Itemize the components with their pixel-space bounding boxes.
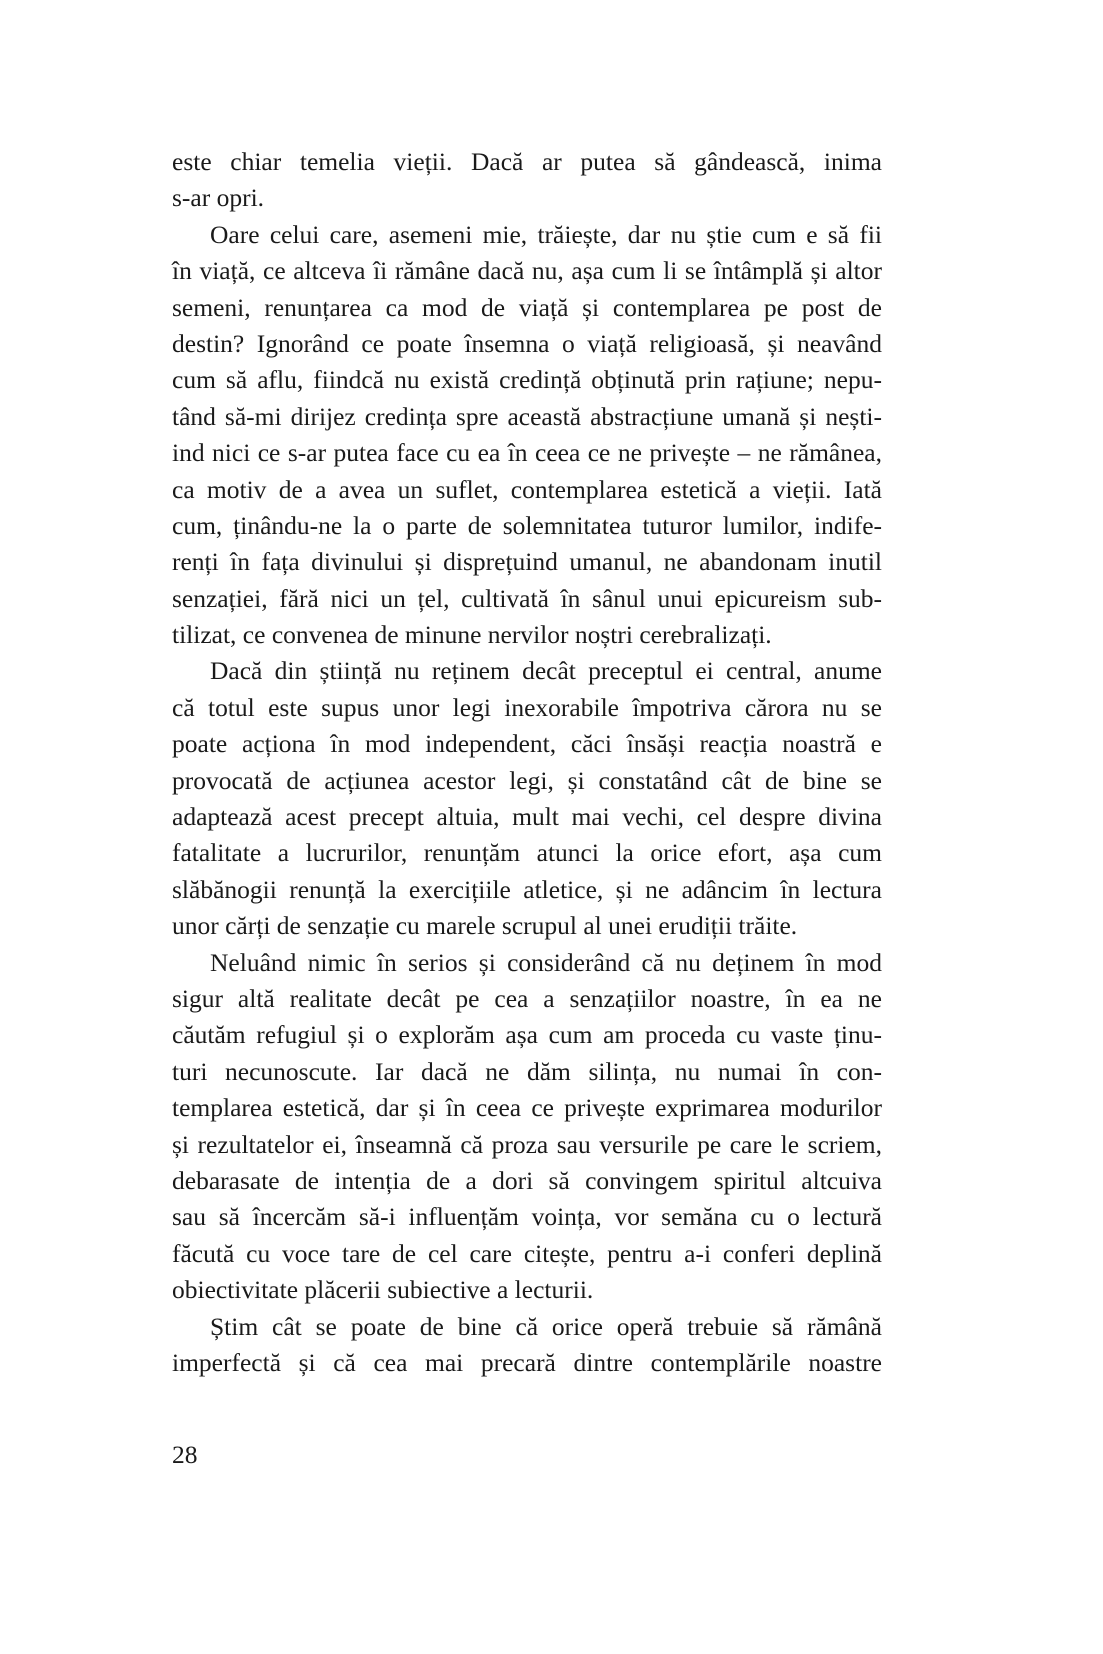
text-line: senzației, fără nici un țel, cultivată în sânul unui epicureism sub- xyxy=(172,583,882,613)
text-line: s-ar opri. xyxy=(172,183,265,213)
text-line: Neluând nimic în serios și considerând că nu deținem în mod xyxy=(210,947,882,977)
page-number: 28 xyxy=(172,1440,198,1469)
paragraph xyxy=(172,945,882,1309)
text-line: făcută cu voce tare de cel care citește, pentru a-i conferi deplină xyxy=(172,1238,882,1268)
text-line: obiectivitate plăcerii subiective a lecturii. xyxy=(172,1275,594,1305)
text-line: căutăm refugiul și o explorăm așa cum am proceda cu vaste ținu- xyxy=(172,1020,882,1050)
text-line: tilizat, ce convenea de minune nervilor noștri cerebralizați. xyxy=(172,620,772,650)
text-line: imperfectă și că cea mai precară dintre contemplările noastre xyxy=(172,1347,882,1377)
text-line: poate acționa în mod independent, căci însăși reacția noastră e xyxy=(172,729,882,759)
text-line: semeni, renunțarea ca mod de viață și contemplarea pe post de xyxy=(172,292,882,322)
text-line: sigur altă realitate decât pe cea a senzațiilor noastre, în ea ne xyxy=(172,983,882,1013)
text-line: slăbănogii renunță la exercițiile atletice, și ne adâncim în lectura xyxy=(172,874,882,904)
paragraph xyxy=(172,144,882,217)
text-line: provocată de acțiunea acestor legi, și constatând cât de bine se xyxy=(172,765,882,795)
text-line: că totul este supus unor legi inexorabile împotriva cărora nu se xyxy=(172,692,882,722)
text-line: sau să încercăm să-i influențăm voința, vor semăna cu o lectură xyxy=(172,1202,882,1232)
text-line: Dacă din știință nu reținem decât preceptul ei central, anume xyxy=(210,656,882,686)
paragraph xyxy=(172,1309,882,1382)
text-line: debarasate de intenția de a dori să convingem spiritul altcuiva xyxy=(172,1165,882,1195)
text-line: cum să aflu, fiindcă nu există credință obținută prin rațiune; nepu- xyxy=(172,365,882,395)
text-line: adaptează acest precept altuia, mult mai vechi, cel despre divina xyxy=(172,802,882,832)
text-line: este chiar temelia vieții. Dacă ar putea să gândească, inima xyxy=(172,147,882,176)
text-line: în viață, ce altceva îi rămâne dacă nu, așa cum li se întâmplă și altor xyxy=(172,256,882,286)
paragraph xyxy=(172,217,882,654)
text-line: destin? Ignorând ce poate însemna o viață religioasă, și neavând xyxy=(172,328,882,358)
text-line: ind nici ce s-ar putea face cu ea în ceea ce ne privește – ne rămânea, xyxy=(172,438,882,468)
text-line: tând să-mi dirijez credința spre această abstracțiune umană și nești- xyxy=(172,401,882,431)
text-line: fatalitate a lucrurilor, renunțăm atunci la orice efort, așa cum xyxy=(172,838,882,868)
paragraph xyxy=(172,653,882,944)
text-line: Oare celui care, asemeni mie, trăiește, dar nu știe cum e să fii xyxy=(210,219,882,249)
page-body-text xyxy=(172,144,882,1381)
text-line: ca motiv de a avea un suflet, contemplarea estetică a vieții. Iată xyxy=(172,474,882,504)
text-line: unor cărți de senzație cu marele scrupul al unei erudiții trăite. xyxy=(172,911,798,941)
text-line: templarea estetică, dar și în ceea ce privește exprimarea modurilor xyxy=(172,1093,882,1123)
text-line: renți în fața divinului și disprețuind umanul, ne abandonam inutil xyxy=(172,547,882,577)
text-line: și rezultatelor ei, înseamnă că proza sau versurile pe care le scriem, xyxy=(172,1129,882,1159)
text-line: cum, ținându-ne la o parte de solemnitatea tuturor lumilor, indife- xyxy=(172,510,882,540)
text-line: turi necunoscute. Iar dacă ne dăm silința, nu numai în con- xyxy=(172,1056,882,1086)
text-line: Știm cât se poate de bine că orice operă trebuie să rămână xyxy=(210,1311,882,1341)
